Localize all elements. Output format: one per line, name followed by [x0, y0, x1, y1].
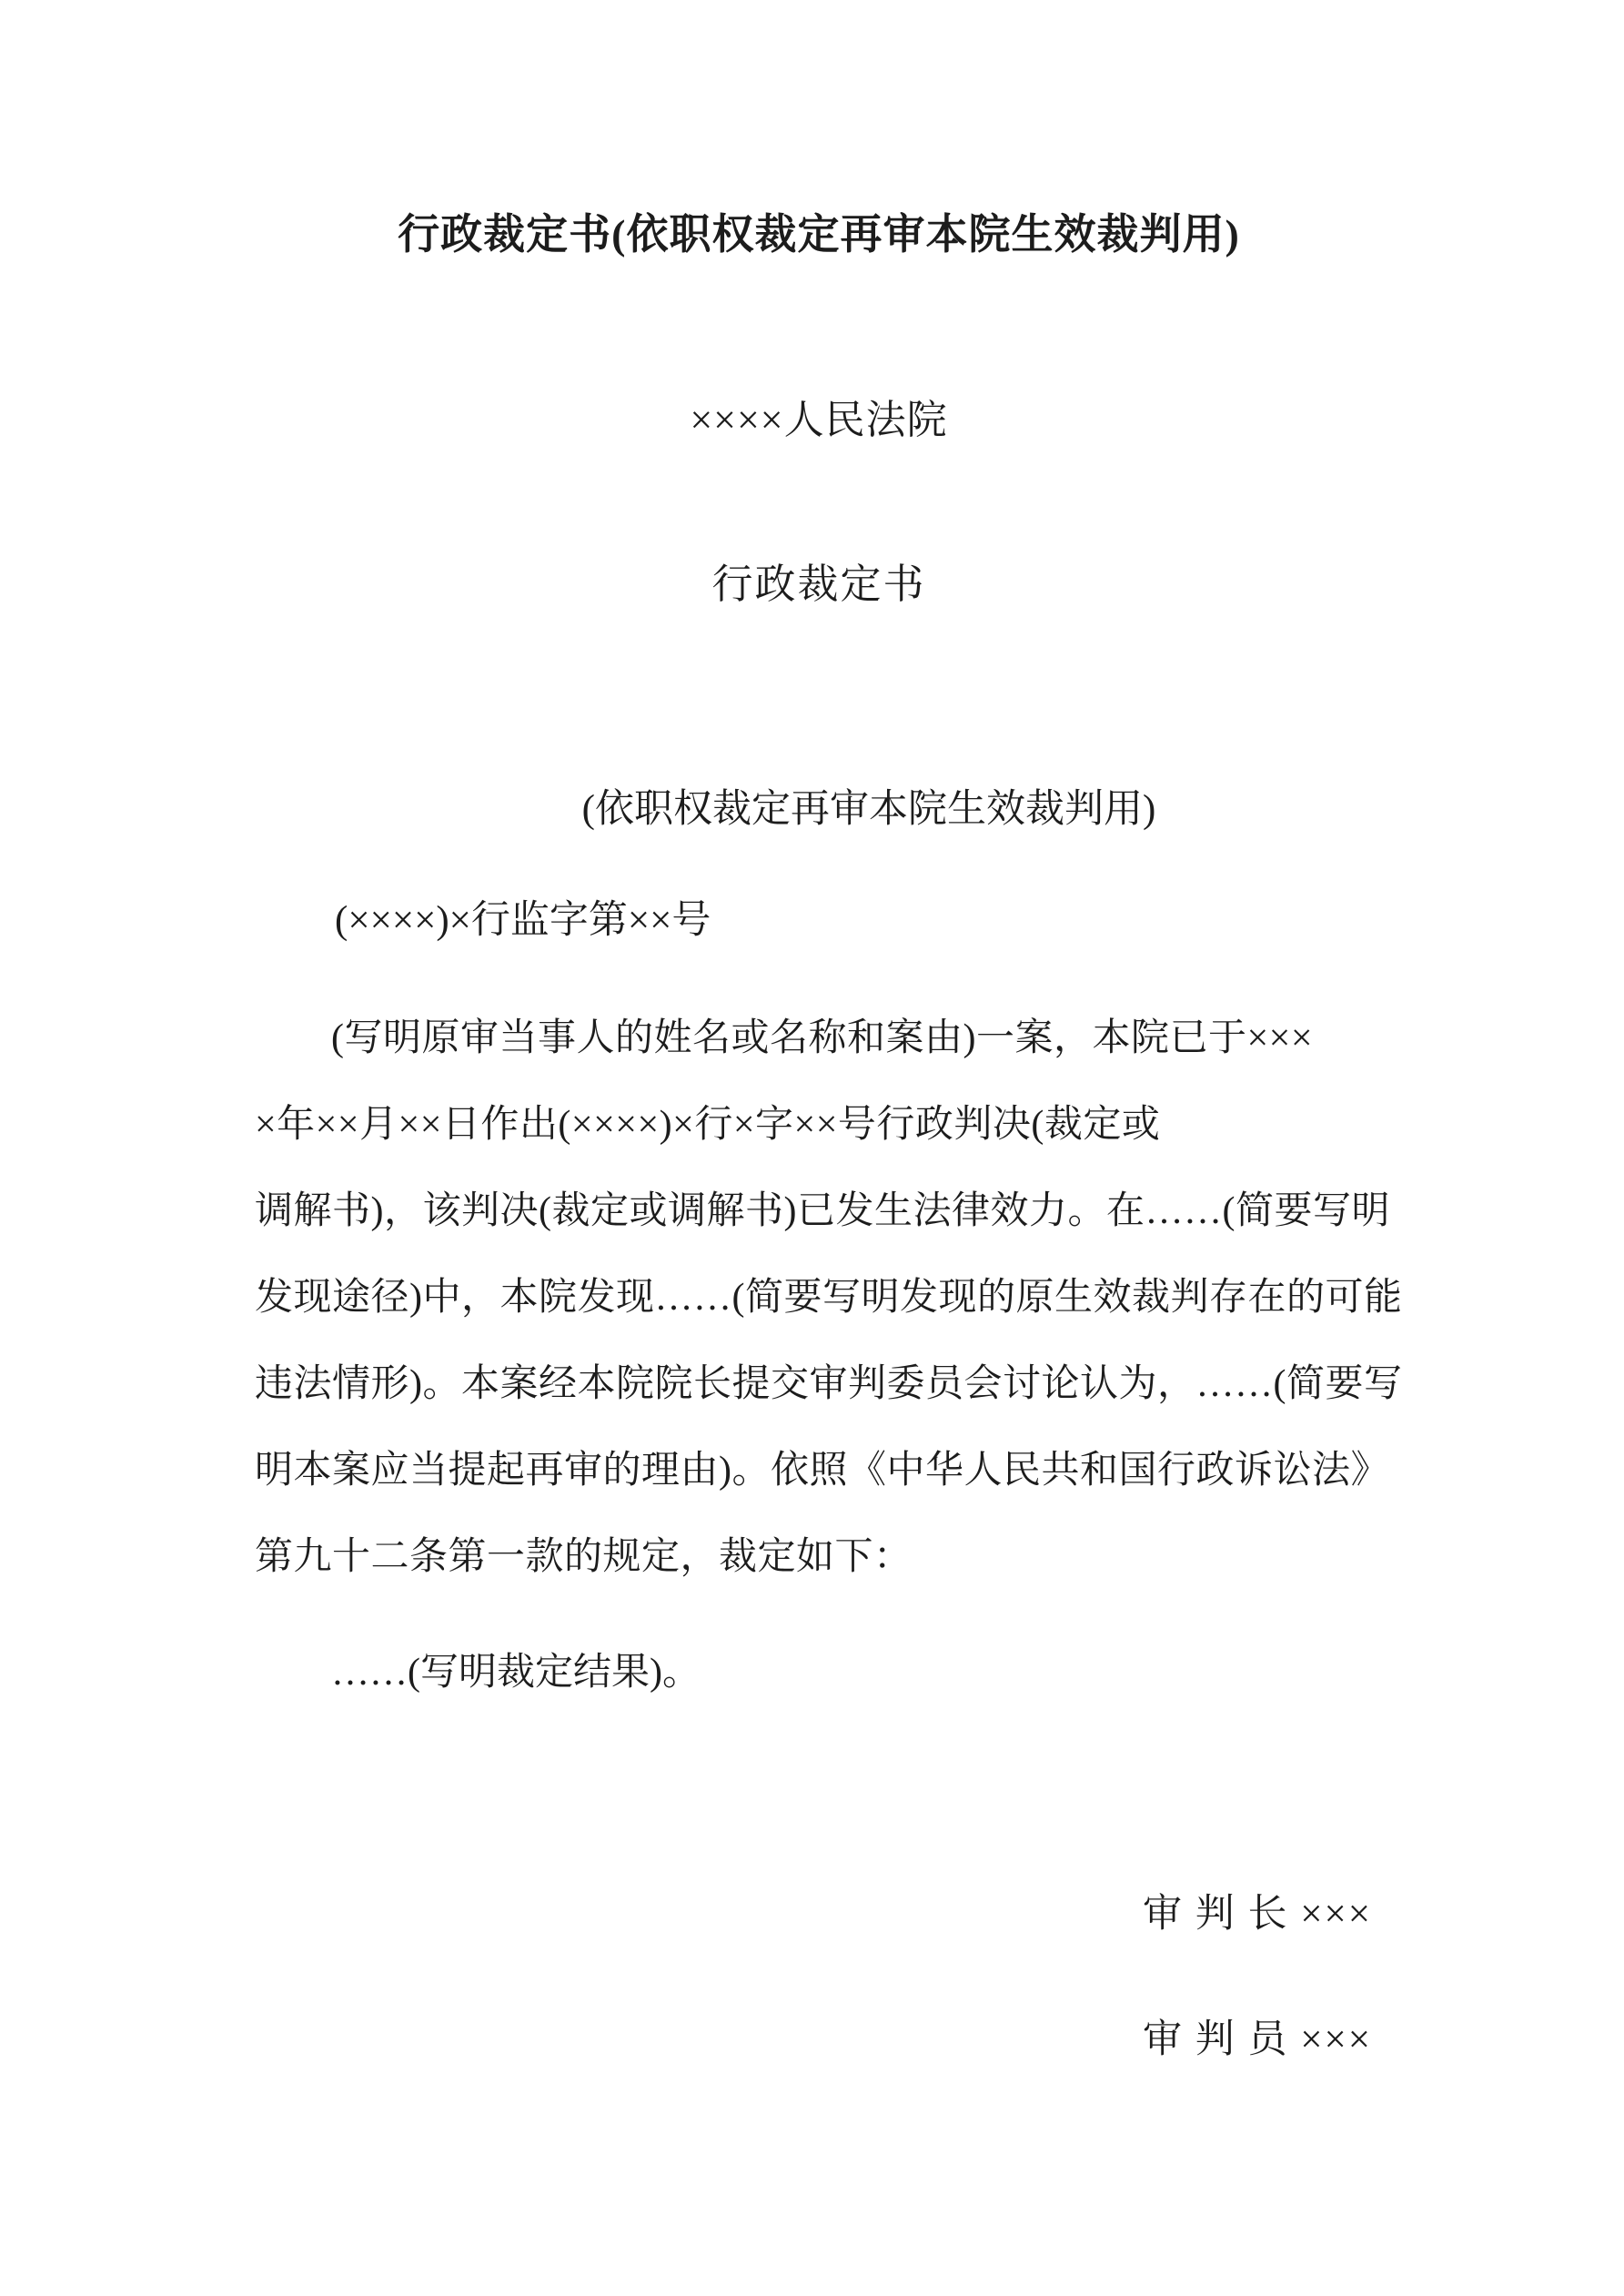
body-line: 调解书)，该判决(裁定或调解书)已发生法律效力。在……(简要写明 [255, 1190, 1390, 1232]
signature-block [255, 1887, 1383, 2068]
ruling-result-line: ……(写明裁定结果)。 [331, 1652, 701, 1694]
court-name: ××××人民法院 [690, 398, 948, 442]
body-line: 第九十二条第一款的规定，裁定如下： [255, 1536, 913, 1578]
body-line: 明本案应当提起再审的理由)。依照《中华人民共和国行政诉讼法》 [255, 1450, 1389, 1492]
body-line: 发现途径)中，本院发现……(简要写明发现的原生效裁判存在的可能 [255, 1277, 1403, 1319]
document-subtitle: (依职权裁定再审本院生效裁判用) [581, 788, 1156, 831]
body-line: (写明原审当事人的姓名或名称和案由)一案，本院已于××× [331, 1017, 1314, 1059]
case-number: (××××)×行监字第××号 [335, 899, 711, 942]
body-line: 违法情形)。本案经本院院长提交审判委员会讨论认为，……(简要写 [255, 1363, 1403, 1405]
signature-judge: 审 判 员 ××× [1142, 2018, 1372, 2061]
body-paragraph [255, 996, 1403, 1601]
body-line: ×年××月××日作出(××××)×行×字××号行政判决(裁定或 [255, 1104, 1161, 1146]
signature-presiding-judge: 审 判 长 ××× [1142, 1893, 1372, 1936]
document-type-heading: 行政裁定书 [711, 561, 926, 607]
page-title: 行政裁定书(依职权裁定再审本院生效裁判用) [398, 211, 1240, 258]
